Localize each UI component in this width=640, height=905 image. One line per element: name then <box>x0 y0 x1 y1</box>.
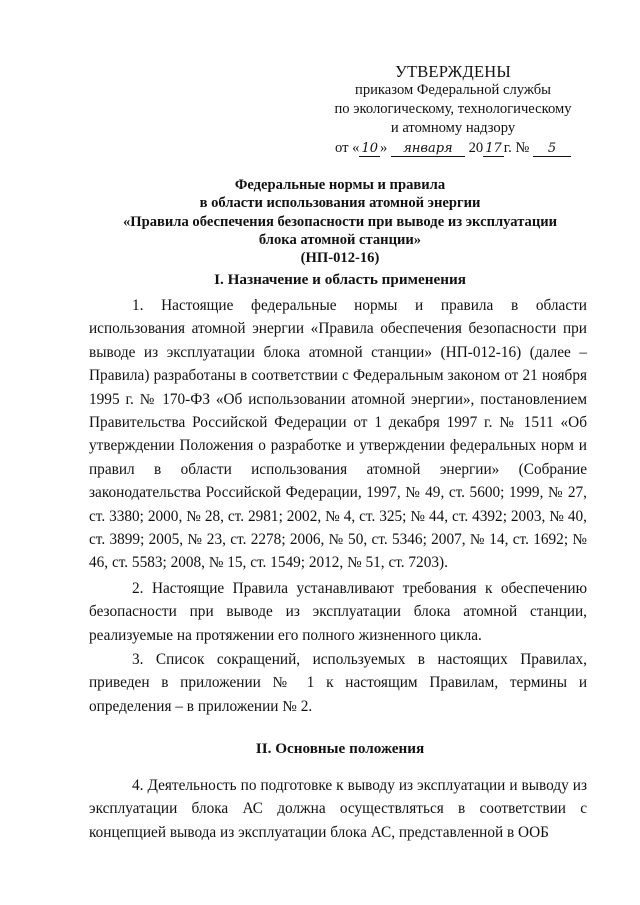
paragraph-4: 4. Деятельность по подготовке к выводу из эксплуатации и выводу из эксплуатации блока АС должна осуществляться в соответствии с концепцией вывода из эксплуатации блока АС, представленной в ООБ <box>89 777 587 841</box>
approval-block <box>318 62 588 158</box>
section-1-heading: I. Назначение и область применения <box>214 271 466 288</box>
date-suffix: г. № <box>503 140 530 156</box>
date-month-handwritten: января <box>391 141 465 157</box>
title-line-2: в области использования атомной энергии <box>199 195 481 212</box>
date-year-handwritten: 17 <box>485 141 502 156</box>
order-number-handwritten: 5 <box>533 141 571 157</box>
approval-line-2: по экологическому, технологическому <box>334 101 572 117</box>
date-prefix: от « <box>335 140 360 156</box>
paragraph-3: 3. Список сокращений, используемых в настоящих Правилах, приведен в приложении № 1 к настоящим Правилам, термины и определения – в приложении № 2. <box>89 651 587 715</box>
approval-line-3: и атомному надзору <box>390 120 516 136</box>
title-line-5: (НП-012-16) <box>300 250 380 267</box>
date-day-handwritten: 10 <box>361 141 378 156</box>
approval-date-line <box>318 139 588 158</box>
approval-line-1: приказом Федеральной службы <box>355 82 551 98</box>
title-line-4: блока атомной станции» <box>258 231 422 248</box>
document-title <box>60 176 620 267</box>
date-mid: » <box>380 140 388 156</box>
paragraph-1: 1. Настоящие федеральные нормы и правила в области использования атомной энергии «Правила обеспечения безопасности при выводе из эксплуатации блока атомной станции» (НП-012-16) (далее – Правила) разработаны в соответствии с Федеральным законом от 21 ноября 1995 г. № 170-ФЗ «Об использовании атомной энергии», постановлением Правительства Российской Федерации от 1 декабря 1997 г. № 1511 «Об утверждении Положения о разработке и утверждении федеральных норм и правил в области использования атомной энергии» (Собрание законодательства Российской Федерации, 1997, № 49, ст. 5600; 1999, № 27, ст. 3380; 2000, № 28, ст. 2981; 2002, № 4, ст. 325; № 44, ст. 4392; 2003, № 40, ст. 3899; 2005, № 23, ст. 2278; 2006, № 50, ст. 5346; 2007, № 14, ст. 1692; № 46, ст. 5583; 2008, № 15, ст. 1549; 2012, № 51, ст. 7203). <box>89 297 587 572</box>
title-line-1: Федеральные нормы и правила <box>234 177 446 193</box>
approval-heading: УТВЕРЖДЕНЫ <box>395 62 511 81</box>
paragraph-2: 2. Настоящие Правила устанавливают требования к обеспечению безопасности при выводе из эксплуатации блока атомной станции, реализуемые на протяжении его полного жизненного цикла. <box>89 580 587 644</box>
section-2-heading: II. Основные положения <box>255 740 425 757</box>
date-year-prefix: 20 <box>468 140 484 156</box>
title-line-3: «Правила обеспечения безопасности при выводе из эксплуатации <box>122 213 558 230</box>
